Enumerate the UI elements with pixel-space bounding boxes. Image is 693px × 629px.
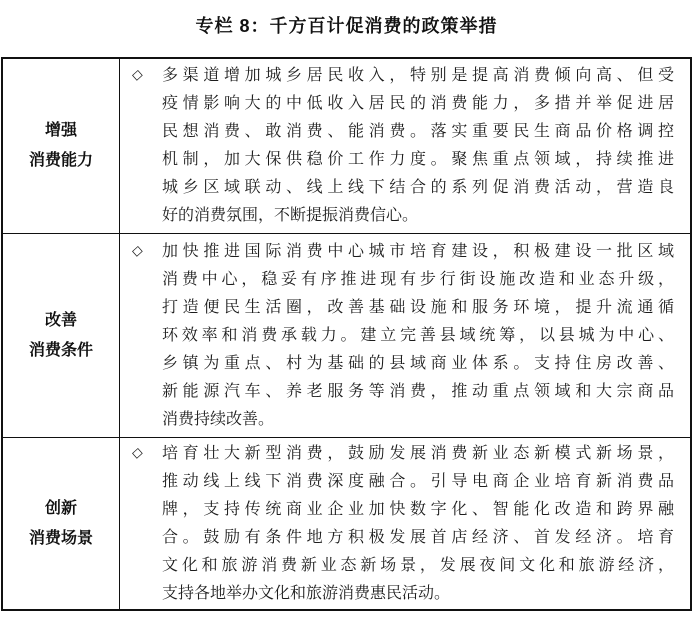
- row-header-line: 改善: [44, 311, 77, 329]
- text-block: [162, 62, 674, 230]
- text-line: 支持各地举办文化和旅游消费惠民活动。: [162, 584, 451, 602]
- row-header: [3, 59, 120, 233]
- text-line: 打造便民生活圈，改善基础设施和服务环境，提升流通循: [162, 298, 674, 316]
- row-header-line: 消费能力: [28, 152, 93, 169]
- text-line: 民想消费、敢消费、能消费。落实重要民生商品价格调控: [162, 123, 674, 140]
- policy-measures-table: [1, 57, 692, 611]
- text-line: 培育壮大新型消费，鼓励发展消费新业态新模式新场景，: [162, 444, 674, 462]
- text-line: 消费中心，稳妥有序推进现有步行街设施改造和业态升级，: [162, 270, 674, 288]
- text-line: 文化和旅游消费新业态新场景，发展夜间文化和旅游经济，: [162, 556, 674, 574]
- text-block: [162, 238, 674, 434]
- bullet-text-group: [132, 238, 674, 434]
- text-line: 加快推进国际消费中心城市培育建设，积极建设一批区域: [162, 242, 674, 260]
- text-line: 新能源汽车、养老服务等消费，推动重点领域和大宗商品: [162, 382, 674, 400]
- bullet-text-group: [132, 62, 674, 230]
- row-header-line: 消费条件: [28, 341, 93, 359]
- row-header-line: 增强: [44, 122, 77, 139]
- text-line: 牌，支持传统商业企业加快数字化、智能化改造和跨界融: [162, 500, 674, 518]
- text-line: 好的消费氛围，不断提振消费信心。: [162, 207, 419, 224]
- text-line: 环效率和消费承载力。建立完善县域统筹，以县城为中心、: [162, 326, 674, 344]
- text-line: 推动线上线下消费深度融合。引导电商企业培育新消费品: [162, 472, 674, 490]
- text-line: 合。鼓励有条件地方积极发展首店经济、首发经济。培育: [162, 528, 674, 546]
- text-block: [162, 440, 674, 608]
- row-header-line: 创新: [44, 499, 77, 517]
- text-line: 机制，加大保供稳价工作力度。聚焦重点领域，持续推进: [162, 151, 674, 168]
- row-header: [3, 438, 120, 609]
- row-content: [120, 234, 690, 437]
- bullet-text-group: [132, 440, 674, 608]
- text-line: 城乡区域联动、线上线下结合的系列促消费活动，营造良: [162, 179, 674, 196]
- text-line: 疫情影响大的中低收入居民的消费能力，多措并举促进居: [162, 95, 674, 112]
- diamond-bullet-icon: ◇: [131, 68, 144, 83]
- row-header-line: 消费场景: [28, 529, 93, 547]
- diamond-bullet-icon: ◇: [131, 243, 144, 259]
- row-content: [120, 59, 690, 233]
- text-line: 消费持续改善。: [162, 410, 275, 428]
- diamond-bullet-icon: ◇: [131, 445, 144, 461]
- table-row: [3, 437, 690, 609]
- row-header: [3, 234, 120, 437]
- table-row: [3, 233, 690, 437]
- table-row: [3, 59, 690, 233]
- page-title: 专栏 8：千方百计促消费的政策举措: [195, 16, 498, 36]
- document-page: [0, 12, 693, 629]
- row-content: [120, 438, 690, 609]
- text-line: 乡镇为重点、村为基础的县域商业体系。支持住房改善、: [162, 354, 674, 372]
- text-line: 多渠道增加城乡居民收入，特别是提高消费倾向高、但受: [162, 67, 674, 84]
